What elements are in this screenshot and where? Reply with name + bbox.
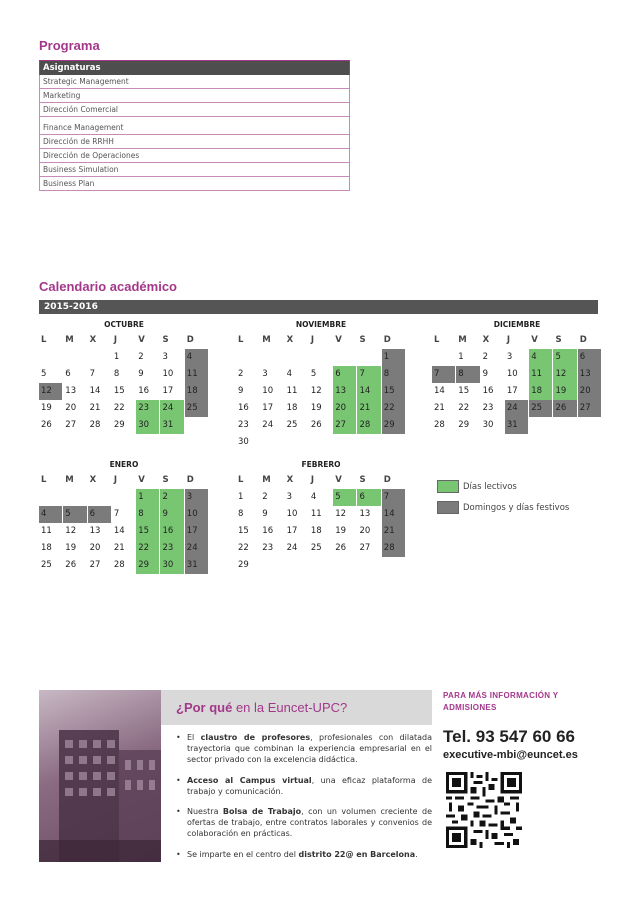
day-cell: 1	[238, 492, 244, 502]
email-link[interactable]: executive-mbi@euncet.es	[443, 749, 578, 761]
day-cell: 9	[238, 386, 244, 396]
weekday-header: L	[238, 335, 244, 345]
day-cell: 21	[113, 543, 125, 553]
weekday-header: V	[335, 335, 342, 345]
day-cell: 2	[262, 492, 268, 502]
day-cell: 7	[113, 509, 120, 519]
legend-label-lectivos: Días lectivos	[463, 482, 517, 492]
day-cell: 10	[286, 509, 298, 519]
asignatura-row: Dirección de RRHH	[39, 135, 350, 149]
day-cell: 11	[310, 509, 322, 519]
day-cell: 23	[262, 543, 274, 553]
day-cell: 7	[89, 369, 96, 379]
month-title: DICIEMBRE	[493, 320, 541, 329]
bullet-bold: distrito 22@ en Barcelona	[298, 849, 416, 859]
day-cell: 26	[335, 543, 347, 553]
day-cell: 13	[65, 386, 77, 396]
day-cell: 29	[382, 417, 405, 434]
day-cell: 24	[160, 400, 183, 417]
day-cell: 15	[382, 383, 405, 400]
empty-cell	[39, 489, 62, 506]
empty-cell	[63, 349, 86, 366]
day-cell: 17	[162, 386, 174, 396]
day-cell: 20	[65, 403, 77, 413]
day-cell: 9	[482, 369, 489, 379]
day-cell: 22	[113, 403, 125, 413]
building-photo	[39, 690, 161, 862]
day-cell: 10	[162, 369, 174, 379]
month-noviembre	[236, 320, 406, 451]
weekday-header: X	[286, 335, 294, 345]
day-cell: 9	[138, 369, 144, 379]
weekday-header: V	[138, 475, 145, 485]
day-cell: 22	[238, 543, 249, 553]
month-title: FEBRERO	[301, 460, 341, 469]
weekday-header: X	[89, 475, 97, 485]
day-cell: 14	[357, 383, 380, 400]
bullet-bold: Bolsa de Trabajo	[222, 807, 302, 817]
day-cell: 16	[482, 386, 494, 396]
day-cell: 23	[160, 540, 183, 557]
day-cell: 18	[529, 383, 552, 400]
day-cell: 4	[185, 349, 208, 366]
day-cell: 8	[113, 369, 120, 379]
day-cell: 15	[136, 523, 159, 540]
day-cell: 10	[262, 386, 274, 396]
month-diciembre	[432, 320, 602, 434]
weekday-header: X	[89, 335, 97, 345]
day-cell: 17	[262, 403, 274, 413]
day-cell: 22	[458, 403, 470, 413]
weekday-header: L	[238, 475, 244, 485]
day-cell: 18	[185, 383, 208, 400]
day-cell: 26	[310, 420, 322, 430]
weekday-header: D	[383, 335, 391, 345]
why-title-rest: en la Euncet-UPC?	[232, 700, 348, 715]
day-cell: 8	[382, 366, 405, 383]
day-cell: 4	[529, 349, 552, 366]
weekday-header: S	[162, 475, 169, 485]
day-cell: 29	[136, 557, 159, 574]
day-cell: 9	[262, 509, 268, 519]
day-cell: 11	[286, 386, 298, 396]
day-cell: 30	[160, 557, 183, 574]
day-cell: 30	[238, 437, 249, 447]
day-cell: 4	[39, 506, 62, 523]
weekday-header: L	[434, 335, 440, 345]
empty-cell	[260, 349, 283, 366]
day-cell: 14	[89, 386, 101, 396]
legend	[437, 480, 569, 514]
day-cell: 20	[578, 383, 601, 400]
weekday-header: D	[579, 335, 587, 345]
day-cell: 7	[357, 366, 380, 383]
day-cell: 28	[89, 420, 101, 430]
day-cell: 6	[357, 489, 380, 506]
month-grid	[39, 472, 209, 574]
weekday-header: J	[310, 475, 315, 485]
day-cell: 16	[160, 523, 183, 540]
day-cell: 15	[458, 386, 470, 396]
day-cell: 27	[333, 417, 356, 434]
weekday-header: J	[506, 335, 511, 345]
day-cell: 3	[506, 352, 513, 362]
day-cell: 19	[310, 403, 322, 413]
day-cell: 12	[553, 366, 576, 383]
empty-cell	[309, 349, 332, 366]
day-cell: 31	[185, 557, 208, 574]
day-cell: 8	[456, 366, 479, 383]
bullet-text: , con un volumen creciente de ofertas de trabajo, entre contratos laborales y convenios de colaboración en prácticas.	[187, 807, 433, 839]
day-cell: 23	[238, 420, 249, 430]
day-cell: 15	[113, 386, 125, 396]
day-cell: 26	[553, 400, 576, 417]
day-cell: 7	[432, 366, 455, 383]
why-bullet	[176, 775, 432, 797]
day-cell: 13	[578, 366, 601, 383]
bullet-text: .	[415, 849, 418, 859]
day-cell: 28	[382, 540, 405, 557]
asignatura-row: Strategic Management	[39, 75, 350, 89]
legend-item-festivos	[437, 501, 569, 514]
day-cell: 21	[357, 400, 380, 417]
bullet-text: , una eficaz plataforma de trabajo y comunicación.	[187, 775, 432, 796]
day-cell: 27	[65, 420, 77, 430]
day-cell: 30	[136, 417, 159, 434]
day-cell: 3	[162, 352, 168, 362]
day-cell: 10	[185, 506, 208, 523]
qr-code-icon[interactable]	[446, 772, 522, 848]
day-cell: 14	[113, 526, 125, 536]
month-title: NOVIEMBRE	[295, 320, 347, 329]
day-cell: 18	[310, 526, 322, 536]
day-cell: 30	[482, 420, 494, 430]
month-octubre	[39, 320, 209, 434]
asignatura-row: Marketing	[39, 89, 350, 103]
day-cell: 3	[262, 369, 268, 379]
month-title: ENERO	[109, 460, 139, 469]
day-cell: 24	[505, 400, 528, 417]
day-cell: 12	[310, 386, 322, 396]
bullet-text: , profesionales con dilatada trayectoria que combinan la experiencia empresarial en el sector privado con la excelencia didáctica.	[187, 733, 433, 765]
day-cell: 25	[286, 420, 298, 430]
weekday-header: L	[41, 335, 47, 345]
day-cell: 20	[89, 543, 101, 553]
day-cell: 5	[333, 489, 356, 506]
month-febrero	[236, 460, 406, 574]
day-cell: 27	[578, 400, 601, 417]
empty-cell	[63, 489, 86, 506]
day-cell: 24	[185, 540, 208, 557]
empty-cell	[112, 489, 135, 506]
day-cell: 16	[138, 386, 150, 396]
empty-cell	[357, 349, 380, 366]
day-cell: 5	[41, 369, 47, 379]
day-cell: 1	[113, 352, 120, 362]
weekday-header: M	[458, 335, 467, 345]
day-cell: 23	[482, 403, 494, 413]
weekday-header: D	[383, 475, 391, 485]
bullet-text: Nuestra	[187, 807, 223, 817]
weekday-header: S	[359, 335, 366, 345]
month-grid	[236, 332, 406, 451]
day-cell: 6	[578, 349, 601, 366]
day-cell: 28	[357, 417, 380, 434]
programa-title: Programa	[39, 38, 100, 53]
calendario-title: Calendario académico	[39, 279, 177, 294]
why-bullets	[176, 732, 432, 869]
day-cell: 21	[434, 403, 445, 413]
day-cell: 1	[458, 352, 464, 362]
asignatura-row: Finance Management	[39, 121, 350, 135]
why-title-bold: ¿Por qué	[176, 700, 233, 715]
empty-cell	[88, 489, 111, 506]
day-cell: 13	[359, 509, 371, 519]
day-cell: 14	[434, 386, 445, 396]
day-cell: 17	[506, 386, 518, 396]
day-cell: 5	[63, 506, 86, 523]
day-cell: 29	[458, 420, 470, 430]
why-title	[176, 700, 347, 715]
phone[interactable]: Tel. 93 547 60 66	[443, 727, 576, 746]
empty-cell	[333, 349, 356, 366]
day-cell: 18	[286, 403, 298, 413]
day-cell: 25	[41, 560, 52, 570]
day-cell: 17	[286, 526, 298, 536]
day-cell: 11	[41, 526, 52, 536]
month-grid	[39, 332, 209, 434]
day-cell: 2	[238, 369, 244, 379]
day-cell: 26	[41, 420, 52, 430]
weekday-header: X	[482, 335, 490, 345]
day-cell: 26	[65, 560, 77, 570]
month-grid	[236, 472, 406, 574]
legend-item-lectivos	[437, 480, 569, 493]
weekday-header: D	[186, 335, 194, 345]
day-cell: 25	[185, 400, 208, 417]
day-cell: 14	[382, 506, 405, 523]
day-cell: 21	[89, 403, 101, 413]
day-cell: 27	[359, 543, 371, 553]
why-bullet	[176, 732, 432, 766]
empty-cell	[285, 349, 308, 366]
day-cell: 4	[310, 492, 317, 502]
day-cell: 11	[529, 366, 552, 383]
day-cell: 13	[333, 383, 356, 400]
day-cell: 12	[39, 383, 62, 400]
empty-cell	[39, 349, 62, 366]
weekday-header: M	[262, 475, 271, 485]
day-cell: 6	[333, 366, 356, 383]
weekday-header: M	[65, 475, 74, 485]
day-cell: 3	[185, 489, 208, 506]
day-cell: 27	[89, 560, 101, 570]
month-grid	[432, 332, 602, 434]
weekday-header: L	[41, 475, 47, 485]
empty-cell	[88, 349, 111, 366]
month-enero	[39, 460, 209, 574]
day-cell: 11	[185, 366, 208, 383]
day-cell: 5	[310, 369, 317, 379]
day-cell: 12	[335, 509, 347, 519]
day-cell: 25	[310, 543, 322, 553]
day-cell: 24	[262, 420, 274, 430]
day-cell: 28	[113, 560, 125, 570]
year-bar: 2015-2016	[39, 300, 598, 314]
day-cell: 20	[359, 526, 371, 536]
asignatura-row: Business Simulation	[39, 163, 350, 177]
weekday-header: V	[335, 475, 342, 485]
day-cell: 19	[553, 383, 576, 400]
day-cell: 8	[136, 506, 159, 523]
info-label: PARA MÁS INFORMACIÓN Y ADMISIONES	[443, 691, 559, 712]
day-cell: 18	[41, 543, 52, 553]
weekday-header: J	[113, 335, 118, 345]
weekday-header: S	[359, 475, 366, 485]
legend-label-festivos: Domingos y días festivos	[463, 503, 570, 513]
programa-table-header: Asignaturas	[39, 60, 350, 75]
day-cell: 22	[136, 540, 159, 557]
weekday-header: J	[113, 475, 118, 485]
why-bullet	[176, 806, 432, 840]
weekday-header: M	[262, 335, 271, 345]
weekday-header: V	[531, 335, 538, 345]
day-cell: 29	[238, 560, 249, 570]
day-cell: 3	[286, 492, 293, 502]
day-cell: 1	[136, 489, 159, 506]
day-cell: 19	[41, 403, 52, 413]
day-cell: 15	[238, 526, 249, 536]
weekday-header: D	[186, 475, 194, 485]
empty-cell	[432, 349, 455, 366]
day-cell: 8	[238, 509, 244, 519]
weekday-header: J	[310, 335, 315, 345]
weekday-header: X	[286, 475, 294, 485]
day-cell: 2	[160, 489, 183, 506]
day-cell: 23	[136, 400, 159, 417]
day-cell: 13	[89, 526, 101, 536]
legend-swatch-gray	[437, 501, 459, 514]
day-cell: 28	[434, 420, 445, 430]
bullet-text: El	[187, 733, 201, 742]
day-cell: 19	[65, 543, 77, 553]
day-cell: 24	[286, 543, 298, 553]
day-cell: 22	[382, 400, 405, 417]
day-cell: 17	[185, 523, 208, 540]
asignatura-row: Dirección de Operaciones	[39, 149, 350, 163]
bullet-bold: claustro de profesores	[200, 733, 311, 742]
day-cell: 16	[262, 526, 274, 536]
day-cell: 16	[238, 403, 249, 413]
day-cell: 29	[113, 420, 125, 430]
day-cell: 6	[88, 506, 111, 523]
day-cell: 31	[505, 417, 528, 434]
day-cell: 6	[65, 369, 71, 379]
bullet-bold: Acceso al Campus virtual	[187, 775, 312, 785]
day-cell: 31	[160, 417, 183, 434]
day-cell: 12	[65, 526, 77, 536]
programa-table	[39, 60, 350, 191]
weekday-header: S	[162, 335, 169, 345]
day-cell: 2	[138, 352, 144, 362]
weekday-header: V	[138, 335, 145, 345]
why-bullet	[176, 849, 432, 860]
weekday-header: M	[65, 335, 74, 345]
asignatura-row: Business Plan	[39, 177, 350, 191]
bullet-text: Se imparte en el centro del	[187, 849, 299, 859]
month-title: OCTUBRE	[104, 320, 144, 329]
day-cell: 4	[286, 369, 293, 379]
day-cell: 21	[382, 523, 405, 540]
asignatura-row: Dirección Comercial	[39, 103, 350, 117]
day-cell: 7	[382, 489, 405, 506]
day-cell: 20	[333, 400, 356, 417]
day-cell: 9	[160, 506, 183, 523]
empty-cell	[236, 349, 259, 366]
day-cell: 2	[482, 352, 489, 362]
legend-swatch-green	[437, 480, 459, 493]
day-cell: 25	[529, 400, 552, 417]
day-cell: 1	[382, 349, 405, 366]
day-cell: 5	[553, 349, 576, 366]
day-cell: 19	[335, 526, 347, 536]
weekday-header: S	[555, 335, 562, 345]
day-cell: 10	[506, 369, 518, 379]
